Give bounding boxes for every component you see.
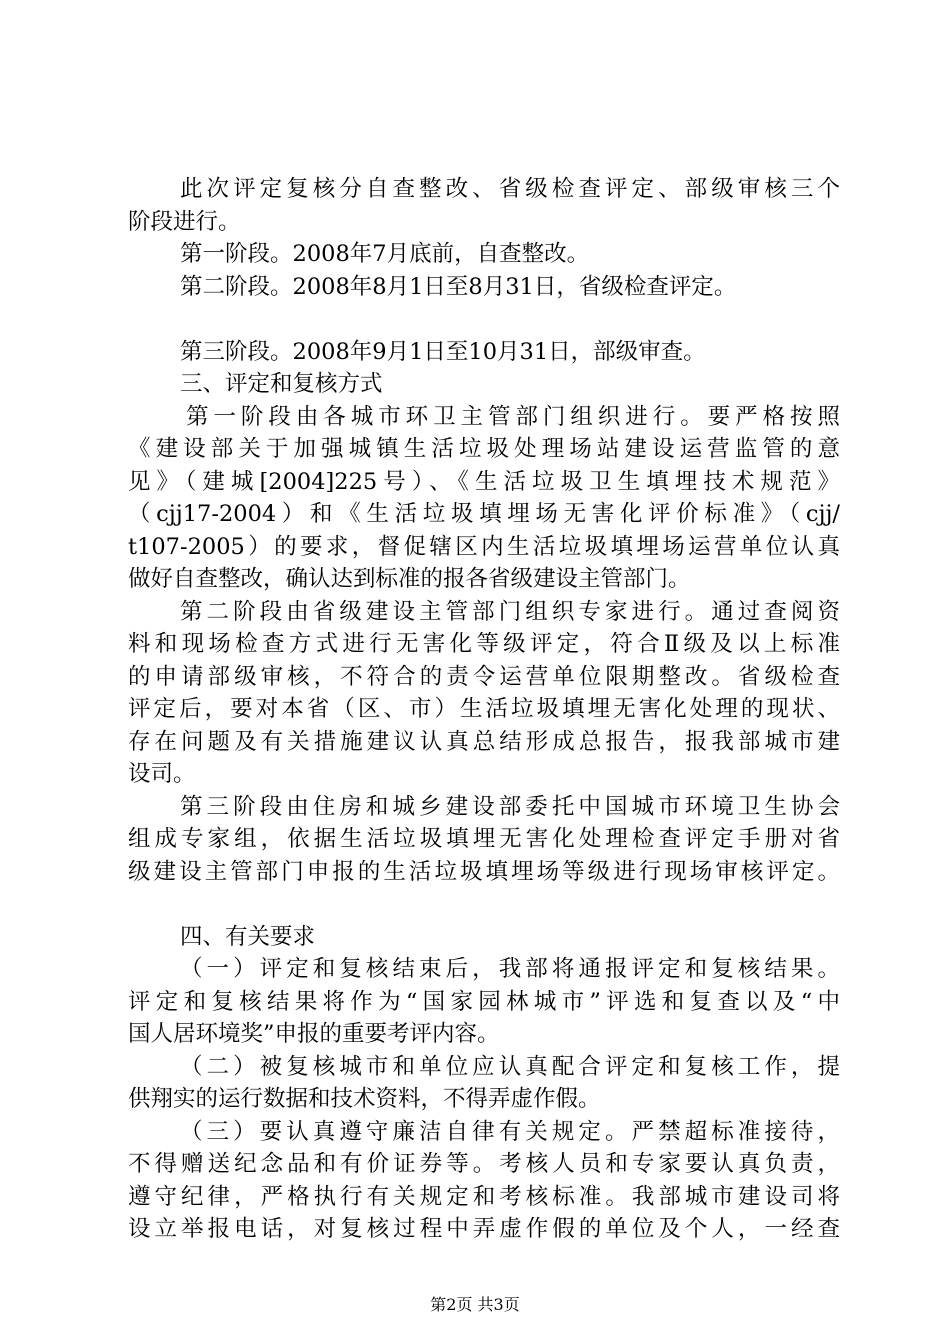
text-line: 设立举报电话，对复核过程中弄虚作假的单位及个人，一经查 xyxy=(128,1216,840,1242)
text-line: 的申请部级审核，不符合的责令运营单位限期整改。省级检查 xyxy=(128,663,840,690)
text-line: （二）被复核城市和单位应认真配合评定和复核工作，提 xyxy=(180,1053,840,1080)
text-line: 阶段进行。 xyxy=(128,208,241,235)
text-line: 四、有关要求 xyxy=(180,923,316,950)
text-line: 存在问题及有关措施建议认真总结形成总报告，报我部城市建 xyxy=(128,728,840,755)
text-line: 供翔实的运行数据和技术资料，不得弄虚作假。 xyxy=(128,1086,601,1112)
text-line: 三、评定和复核方式 xyxy=(180,371,383,397)
text-line: 第一阶段。2008年7月底前，自查整改。 xyxy=(180,241,590,267)
text-line: （三）要认真遵守廉洁自律有关规定。严禁超标准接待， xyxy=(180,1118,840,1145)
text-line: 做好自查整改，确认达到标准的报各省级建设主管部门。 xyxy=(128,566,691,592)
text-line: 评定和复核结果将作为“国家园林城市”评选和复查以及“中 xyxy=(128,988,840,1015)
text-line: 评定后，要对本省（区、市）生活垃圾填埋无害化处理的现状、 xyxy=(128,696,840,722)
text-line: 料和现场检查方式进行无害化等级评定，符合Ⅱ级及以上标准 xyxy=(128,631,840,657)
text-line: 第二阶段由省级建设主管部门组织专家进行。通过查阅资 xyxy=(180,598,840,625)
document-body xyxy=(128,173,840,1246)
text-line: 第三阶段由住房和城乡建设部委托中国城市环境卫生协会 xyxy=(180,793,840,820)
text-line: 第一阶段由各城市环卫主管部门组织进行。要严格按照 xyxy=(186,403,840,430)
text-line: 组成专家组，依据生活垃圾填埋无害化处理检查评定手册对省 xyxy=(128,826,840,852)
text-line: 此次评定复核分自查整改、省级检查评定、部级审核三个 xyxy=(180,176,840,202)
text-line: 见》（建城[2004]225号）、《生活垃圾卫生填埋技术规范》 xyxy=(128,468,840,495)
page-number: 第2页 共3页 xyxy=(430,1295,520,1314)
text-line: 设司。 xyxy=(128,761,196,787)
blank-line xyxy=(128,303,840,336)
text-line: 不得赠送纪念品和有价证券等。考核人员和专家要认真负责， xyxy=(128,1151,840,1177)
text-line: 《建设部关于加强城镇生活垃圾处理场站建设运营监管的意 xyxy=(128,436,840,462)
text-line: （一）评定和复核结束后，我部将通报评定和复核结果。 xyxy=(180,956,840,982)
blank-line xyxy=(128,888,840,921)
text-line: 国人居环境奖”申报的重要考评内容。 xyxy=(128,1021,500,1047)
text-line: 级建设主管部门申报的生活垃圾填埋场等级进行现场审核评定。 xyxy=(128,858,840,885)
text-line: 第二阶段。2008年8月1日至8月31日，省级检查评定。 xyxy=(180,273,737,300)
text-line: 第三阶段。2008年9月1日至10月31日，部级审查。 xyxy=(180,338,706,365)
text-line: （cjj17-2004）和《生活垃圾填埋场无害化评价标准》（cjj/ xyxy=(128,501,840,527)
text-line: t107-2005）的要求，督促辖区内生活垃圾填埋场运营单位认真 xyxy=(128,533,840,560)
text-line: 遵守纪律，严格执行有关规定和考核标准。我部城市建设司将 xyxy=(128,1183,840,1210)
